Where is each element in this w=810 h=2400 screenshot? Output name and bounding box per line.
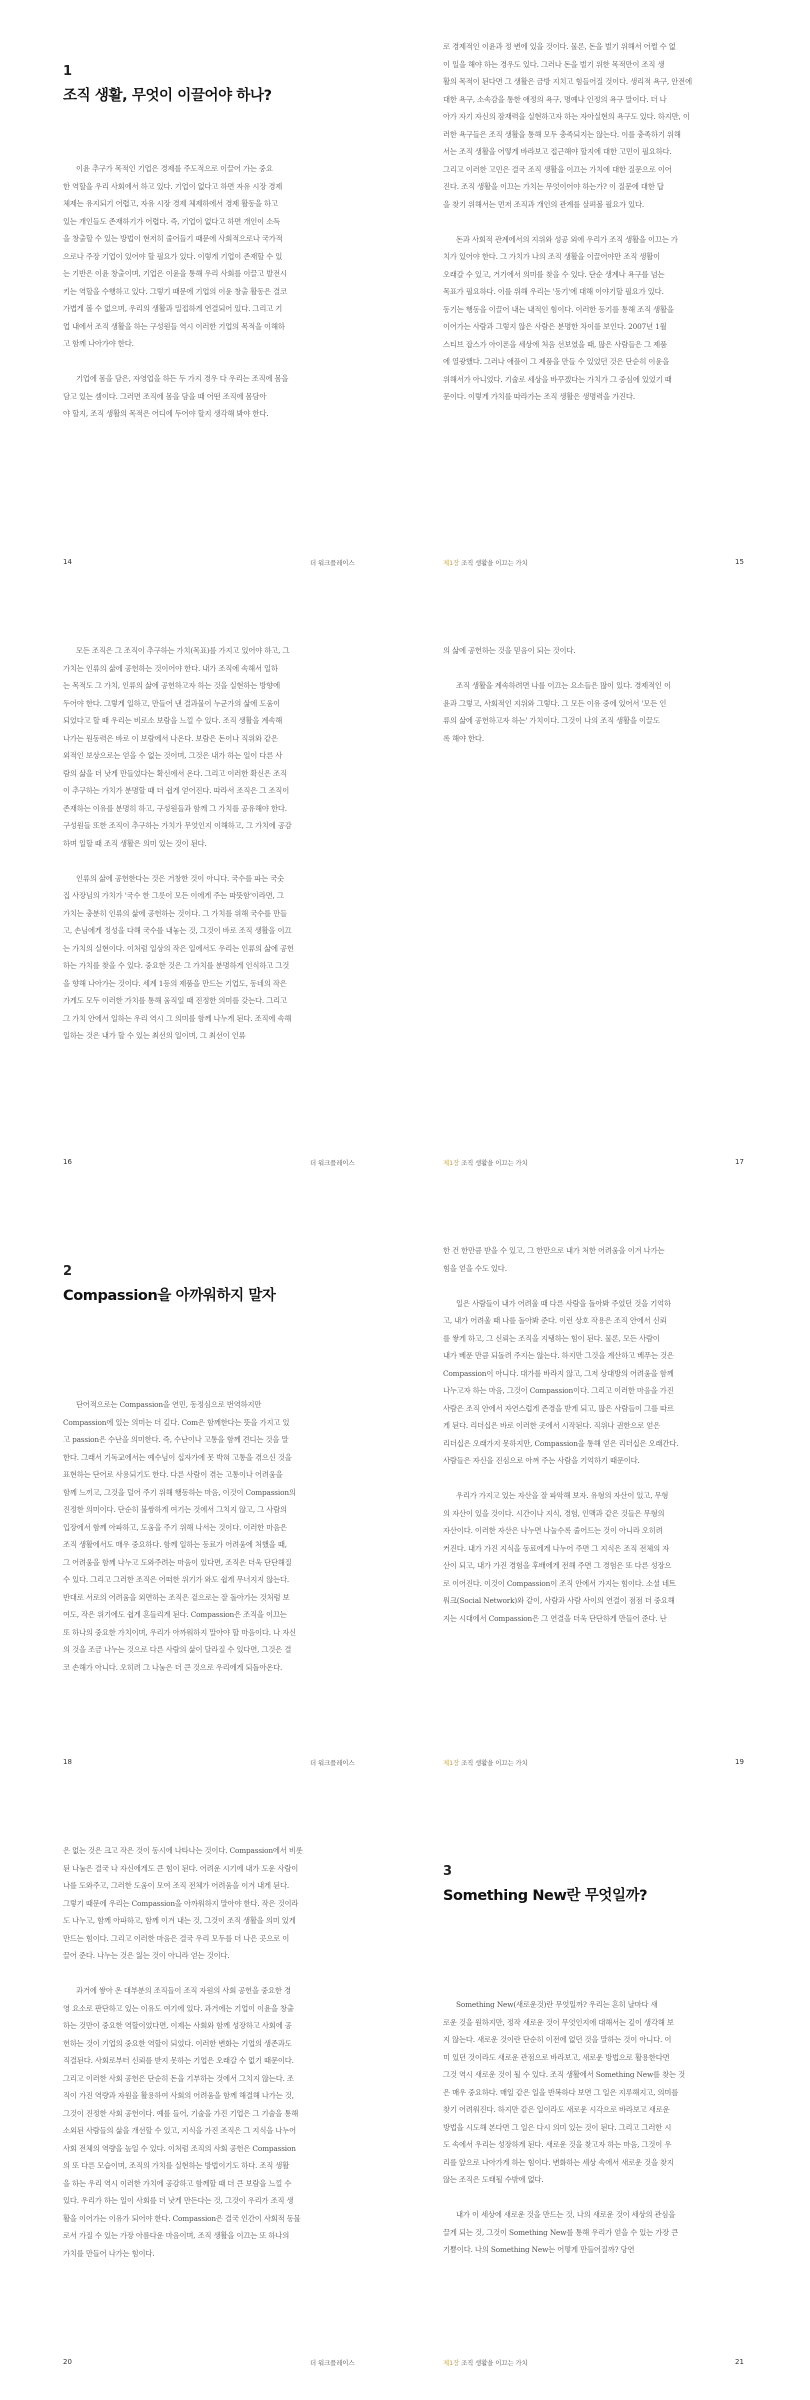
chapter-number: 1 — [63, 64, 73, 79]
running-head — [443, 1158, 528, 1167]
running-head-title: 조직 생활을 이끄는 가치 — [461, 1159, 528, 1167]
page-number: 19 — [735, 1758, 744, 1766]
chapter-title: 조직 생활, 무엇이 이끌어야 하나? — [63, 84, 272, 105]
running-head-title: 조직 생활을 이끄는 가치 — [461, 559, 528, 567]
running-head: 더 워크플레이스 — [310, 1759, 355, 1767]
page-16 — [0, 600, 405, 1200]
page-21 — [405, 1800, 810, 2400]
body-text: 한 건 한만큼 받을 수 있고, 그 한만으로 내가 처한 어려움을 이겨 나가는 힘을 얻을 수도 있다. 일은 사람들이 내가 어려울 때 다른 사람을 돌아봐 주었던 것을 기억하 고, 내가 어려울 때 나를 돌아봐 준다. 이런 상호 작용은 조직 안에서 신뢰 를 쌓게 하고, 그 신뢰는 조직을 지탱하는 힘이 된다. 물론, 모든 사람이 내가 베푼 만큼 되돌려 주지는 않는다. 하지만 그것을 계산하고 베푸는 것은 Compassion이 아니다. 대가를 바라지 않고, 그저 상대방의 어려움을 함께 나누고자 하는 마음, 그것이 Compassion이다. 그리고 이러한 마음을 가진 사람은 조직 안에서 자연스럽게 존경을 받게 되고, 많은 사람들이 그를 따르 게 된다. 리더십은 바로 이러한 곳에서 시작된다. 직위나 권한으로 얻은 리더십은 오래가지 못하지만, Compassion을 통해 얻은 리더십은 오래간다. 사람들은 자신을 진심으로 아껴 주는 사람을 기억하기 때문이다. 우리가 가지고 있는 자산을 잘 파악해 보자. 유형의 자산이 있고, 무형 의 자산이 있을 것이다. 시간이나 지식, 경험, 인맥과 같은 것들은 무형의 자산이다. 이러한 자산은 나누면 나눌수록 줄어드는 것이 아니라 오히려 커진다. 내가 가진 지식을 동료에게 나누어 주면 그 지식은 조직 전체의 자 산이 되고, 내가 가진 경험을 후배에게 전해 주면 그 경험은 또 다른 성장으 로 이어진다. 이것이 Compassion이 조직 안에서 가지는 힘이다. 소셜 네트 워크(Social Network)와 같이, 사람과 사람 사이의 연결이 점점 더 중요해 지는 시대에서 Compassion은 그 연결을 더욱 단단하게 만들어 준다. 난 — [443, 1246, 679, 1623]
body-text: 이윤 추구가 목적인 기업은 경제를 주도적으로 이끌어 가는 중요 한 역할을 우리 사회에서 하고 있다. 기업이 없다고 하면 자유 시장 경제 체제는 유지되기 어렵고, 자유 시장 경제 체제하에서 경제 활동을 하고 있는 개인들도 존재하기가 어렵다. 즉, 기업이 없다고 하면 개인이 소득 을 창출할 수 있는 방법이 현저히 줄어들기 때문에 사회적으로나 국가적 으로나 주장 기업이 있어야 할 필요가 있다. 이렇게 기업이 존재할 수 있 는 기반은 이윤 창출이며, 기업은 이윤을 통해 우리 사회를 이끌고 발전시 키는 역할을 수행하고 있다. 그렇기 때문에 기업의 이윤 창출 활동은 결코 가볍게 볼 수 없으며, 우리의 생활과 밀접하게 연결되어 있다. 그리고 기 업 내에서 조직 생활을 하는 구성원들 역시 이러한 기업의 목적을 이해하 고 함께 나아가야 한다. 기업에 몸을 담은, 자영업을 하든 두 가지 경우 다 우리는 조직에 몸을 담고 있는 셈이다. 그러면 조직에 몸을 담을 때 어떤 조직에 몸담아 야 할지, 조직 생활의 목적은 어디에 두어야 할지 생각해 봐야 한다. — [63, 164, 289, 418]
body-text: 의 삶에 공헌하는 것을 믿음이 되는 것이다. 조직 생활을 계속하려면 나를 이끄는 요소들은 많이 있다. 경제적인 이 윤과 그렇고, 사회적인 지위와 그렇다. 그 모든 이유 중에 있어서 '모든 인 류의 삶에 공헌하고자 하는' 가치이다. 그것이 나의 조직 생활을 이끌도 록 해야 한다. — [443, 646, 671, 743]
running-head — [443, 1758, 528, 1767]
page-number: 15 — [735, 558, 744, 566]
page-17 — [405, 600, 810, 1200]
running-head: 더 워크플레이스 — [310, 559, 355, 567]
page-number: 16 — [63, 1158, 72, 1166]
chapter-title: Something New란 무엇일까? — [443, 1884, 647, 1905]
spread-18-19 — [0, 1200, 810, 1800]
body-text: 모든 조직은 그 조직이 추구하는 가치(목표)를 가지고 있어야 하고, 그 가치는 인류의 삶에 공헌하는 것이어야 한다. 내가 조직에 속해서 일하 는 목적도 그 가치, 인류의 삶에 공헌하고자 하는 것을 실현하는 방향에 두어야 한다. 그렇게 일하고, 만들어 낸 결과물이 누군가의 삶에 도움이 되었다고 할 때 우리는 비로소 보람을 느낄 수 있다. 조직 생활을 계속해 나가는 원동력은 바로 이 보람에서 나온다. 보람은 돈이나 직위와 같은 외적인 보상으로는 얻을 수 없는 것이며, 그것은 내가 하는 일이 다른 사 람의 삶을 더 낫게 만들었다는 확신에서 온다. 그리고 이러한 확신은 조직 이 추구하는 가치가 분명할 때 더 쉽게 얻어진다. 따라서 조직은 그 조직이 존재하는 이유를 분명히 하고, 구성원들과 함께 그 가치를 공유해야 한다. 구성원들 또한 조직이 추구하는 가치가 무엇인지 이해하고, 그 가치에 공감 하며 일할 때 조직 생활은 의미 있는 것이 된다. 인류의 삶에 공헌한다는 것은 거창한 것이 아니다. 국수를 파는 국숫 집 사장님의 가치가 '국수 한 그릇이 모든 이에게 주는 따뜻함'이라면, 그 가치는 충분히 인류의 삶에 공헌하는 것이다. 그 가치를 위해 국수를 만들 고, 손님에게 정성을 다해 국수를 내놓는 것, 그것이 바로 조직 생활을 이끄 는 가치의 실현이다. 이처럼 일상의 작은 일에서도 우리는 인류의 삶에 공헌 하는 가치를 찾을 수 있다. 중요한 것은 그 가치를 분명하게 인식하고 그것 을 향해 나아가는 것이다. 세계 1등의 제품을 만드는 기업도, 동네의 작은 가게도 모두 이러한 가치를 통해 움직일 때 진정한 의미를 갖는다. 그리고 그 가치 안에서 일하는 우리 역시 그 의미를 함께 나누게 된다. 조직에 속해 일하는 것은 내가 할 수 있는 최선의 일이며, 그 최선이 인류 — [63, 646, 294, 1040]
spread-14-15 — [0, 0, 810, 600]
page-14 — [0, 0, 405, 600]
page-number: 14 — [63, 558, 72, 566]
running-head-section: 제1장 — [443, 2359, 460, 2367]
running-head-title: 조직 생활을 이끄는 가치 — [461, 1759, 528, 1767]
body-text: 단어적으로는 Compassion을 연민, 동정심으로 번역하지만 Compassion에 있는 의미는 더 깊다. Com은 함께한다는 뜻을 가지고 있 고 passion은 수난을 의미한다. 즉, 수난이나 고통을 함께 견디는 것을 말 한다. 그래서 기독교에서는 예수님이 십자가에 못 박혀 고통을 겪으신 것을 표현하는 단어로 사용되기도 한다. 다른 사람이 겪는 고통이나 어려움을 함께 느끼고, 그것을 덜어 주기 위해 행동하는 마음, 이것이 Compassion의 진정한 의미이다. 단순히 불쌍하게 여기는 것에서 그치지 않고, 그 사람의 입장에서 함께 아파하고, 도움을 주기 위해 나서는 것이다. 이러한 마음은 조직 생활에서도 매우 중요하다. 함께 일하는 동료가 어려움에 처했을 때, 그 어려움을 함께 나누고 도와주려는 마음이 있다면, 조직은 더욱 단단해질 수 있다. 그리고 그러한 조직은 어떠한 위기가 와도 쉽게 무너지지 않는다. 반대로 서로의 어려움을 외면하는 조직은 겉으로는 잘 돌아가는 것처럼 보 여도, 작은 위기에도 쉽게 흔들리게 된다. Compassion은 조직을 이끄는 또 하나의 중요한 가치이며, 우리가 아까워하지 말아야 할 마음이다. 나 자신 의 것을 조금 나누는 것으로 다른 사람의 삶이 달라질 수 있다면, 그것은 결 코 손해가 아니다. 오히려 그 나눔은 더 큰 것으로 우리에게 되돌아온다. — [63, 1400, 296, 1672]
page-number: 20 — [63, 2358, 72, 2366]
running-head-section: 제1장 — [443, 559, 460, 567]
page-number: 17 — [735, 1158, 744, 1166]
chapter-number: 2 — [63, 1264, 73, 1279]
body-text: 은 없는 것은 크고 작은 것이 동시에 나타나는 것이다. Compassion에서 비롯 된 나눔은 결국 나 자신에게도 큰 힘이 된다. 어려운 시기에 내가 도운 사람이 나를 도와주고, 그러한 도움이 모여 조직 전체가 어려움을 이겨 내게 된다. 그렇기 때문에 우리는 Compassion을 아까워하지 말아야 한다. 작은 것이라 도 나누고, 함께 아파하고, 함께 이겨 내는 것, 그것이 조직 생활을 의미 있게 만드는 힘이다. 그리고 이러한 마음은 결국 우리 모두를 더 나은 곳으로 이 끌어 준다. 나누는 것은 잃는 것이 아니라 얻는 것이다. 과거에 쌓아 온 대부분의 조직들이 조직 자원의 사회 공헌을 중요한 경 영 요소로 판단하고 있는 이유도 여기에 있다. 과거에는 기업이 이윤을 창출 하는 것만이 중요한 역할이었다면, 이제는 사회와 함께 성장하고 사회에 공 헌하는 것이 기업의 중요한 역할이 되었다. 이러한 변화는 기업의 생존과도 직결된다. 사회로부터 신뢰를 받지 못하는 기업은 오래갈 수 없기 때문이다. 그리고 이러한 사회 공헌은 단순히 돈을 기부하는 것에서 그치지 않는다. 조 직이 가진 역량과 자원을 활용하여 사회의 어려움을 함께 해결해 나가는 것, 그것이 진정한 사회 공헌이다. 예를 들어, 기술을 가진 기업은 그 기술을 통해 소외된 사람들의 삶을 개선할 수 있고, 지식을 가진 조직은 그 지식을 나누어 사회 전체의 역량을 높일 수 있다. 이처럼 조직의 사회 공헌은 Compassion 의 또 다른 모습이며, 조직의 가치를 실현하는 방법이기도 하다. 조직 생활 을 하는 우리 역시 이러한 가치에 공감하고 함께할 때 더 큰 보람을 느낄 수 있다. 우리가 하는 일이 사회를 더 낫게 만든다는 것, 그것이 우리가 조직 생 활을 이어가는 이유가 되어야 한다. Compassion은 결국 인간이 사회적 동물 로서 가질 수 있는 가장 아름다운 마음이며, 조직 생활을 이끄는 또 하나의 가치를 만들어 나가는 힘이다. — [63, 1846, 303, 2258]
running-head — [443, 2358, 528, 2367]
running-head-section: 제1장 — [443, 1159, 460, 1167]
page-number: 18 — [63, 1758, 72, 1766]
page-19 — [405, 1200, 810, 1800]
running-head-section: 제1장 — [443, 1759, 460, 1767]
page-18 — [0, 1200, 405, 1800]
chapter-number: 3 — [443, 1864, 453, 1879]
page-20 — [0, 1800, 405, 2400]
page-number: 21 — [735, 2358, 744, 2366]
running-head-title: 조직 생활을 이끄는 가치 — [461, 2359, 528, 2367]
running-head: 더 워크플레이스 — [310, 2359, 355, 2367]
page-15 — [405, 0, 810, 600]
spread-20-21 — [0, 1800, 810, 2400]
body-text: 로 경제적인 이윤과 정 변에 있을 것이다. 물론, 돈을 벌기 위해서 어쩔 수 없 이 일을 해야 하는 경우도 있다. 그러나 돈을 벌기 위한 목적만이 조직 생 활의 목적이 된다면 그 생활은 금방 지치고 힘들어질 것이다. 생리적 욕구, 안전에 대한 욕구, 소속감을 통한 애정의 욕구, 명예나 인정의 욕구 말이다. 더 나 아가 자기 자신의 잠재력을 실현하고자 하는 자아실현의 욕구도 있다. 하지만, 이 러한 욕구들은 조직 생활을 통해 모두 충족되지는 않는다. 이를 충족하기 위해 서는 조직 생활을 어떻게 바라보고 접근해야 할지에 대한 고민이 필요하다. 그리고 이러한 고민은 결국 조직 생활을 이끄는 가치에 대한 질문으로 이어 진다. 조직 생활을 이끄는 가치는 무엇이어야 하는가? 이 질문에 대한 답 을 찾기 위해서는 먼저 조직과 개인의 관계를 살펴볼 필요가 있다. 돈과 사회적 관계에서의 지위와 성공 외에 우리가 조직 생활을 이끄는 가 치가 있어야 한다. 그 가치가 나의 조직 생활을 이끌어야만 조직 생활이 오래갈 수 있고, 거기에서 의미를 찾을 수 있다. 단순 생계나 욕구를 넘는 목표가 필요하다. 이를 위해 우리는 '동기'에 대해 이야기할 필요가 있다. 동기는 행동을 이끌어 내는 내적인 힘이다. 이러한 동기를 통해 조직 생활을 이어가는 사람과 그렇지 않은 사람은 분명한 차이를 보인다. 2007년 1월 스티브 잡스가 아이폰을 세상에 처음 선보였을 때, 많은 사람들은 그 제품 에 열광했다. 그러나 애플이 그 제품을 만들 수 있었던 것은 단순히 이윤을 위해서가 아니었다. 기술로 세상을 바꾸겠다는 가치가 그 중심에 있었기 때 문이다. 이렇게 가치를 따라가는 조직 생활은 생명력을 가진다. — [443, 42, 692, 401]
spread-16-17 — [0, 600, 810, 1200]
chapter-title: Compassion을 아까워하지 말자 — [63, 1284, 276, 1305]
body-text: Something New(새로운것)란 무엇일까? 우리는 흔히 날마다 새 로운 것을 원하지만, 정작 새로운 것이 무엇인지에 대해서는 깊이 생각해 보 지 않는다. 새로운 것이란 단순히 이전에 없던 것을 말하는 것이 아니다. 이 미 있던 것이라도 새로운 관점으로 바라보고, 새로운 방법으로 활용한다면 그것 역시 새로운 것이 될 수 있다. 조직 생활에서 Something New를 찾는 것 은 매우 중요하다. 매일 같은 일을 반복하다 보면 그 일은 지루해지고, 의미를 찾기 어려워진다. 하지만 같은 일이라도 새로운 시각으로 바라보고 새로운 방법을 시도해 본다면 그 일은 다시 의미 있는 것이 된다. 그리고 그러한 시 도 속에서 우리는 성장하게 된다. 새로운 것을 찾고자 하는 마음, 그것이 우 리를 앞으로 나아가게 하는 힘이다. 변화하는 세상 속에서 새로운 것을 찾지 않는 조직은 도태될 수밖에 없다. 내가 이 세상에 새로운 것을 만드는 것, 나의 새로운 것이 세상의 관심을 끌게 되는 것, 그것이 Something New를 통해 우리가 얻을 수 있는 가장 큰 기쁨이다. 나의 Something New는 어떻게 만들어질까? 당연 — [443, 2000, 685, 2254]
running-head — [443, 558, 528, 567]
running-head: 더 워크플레이스 — [310, 1159, 355, 1167]
